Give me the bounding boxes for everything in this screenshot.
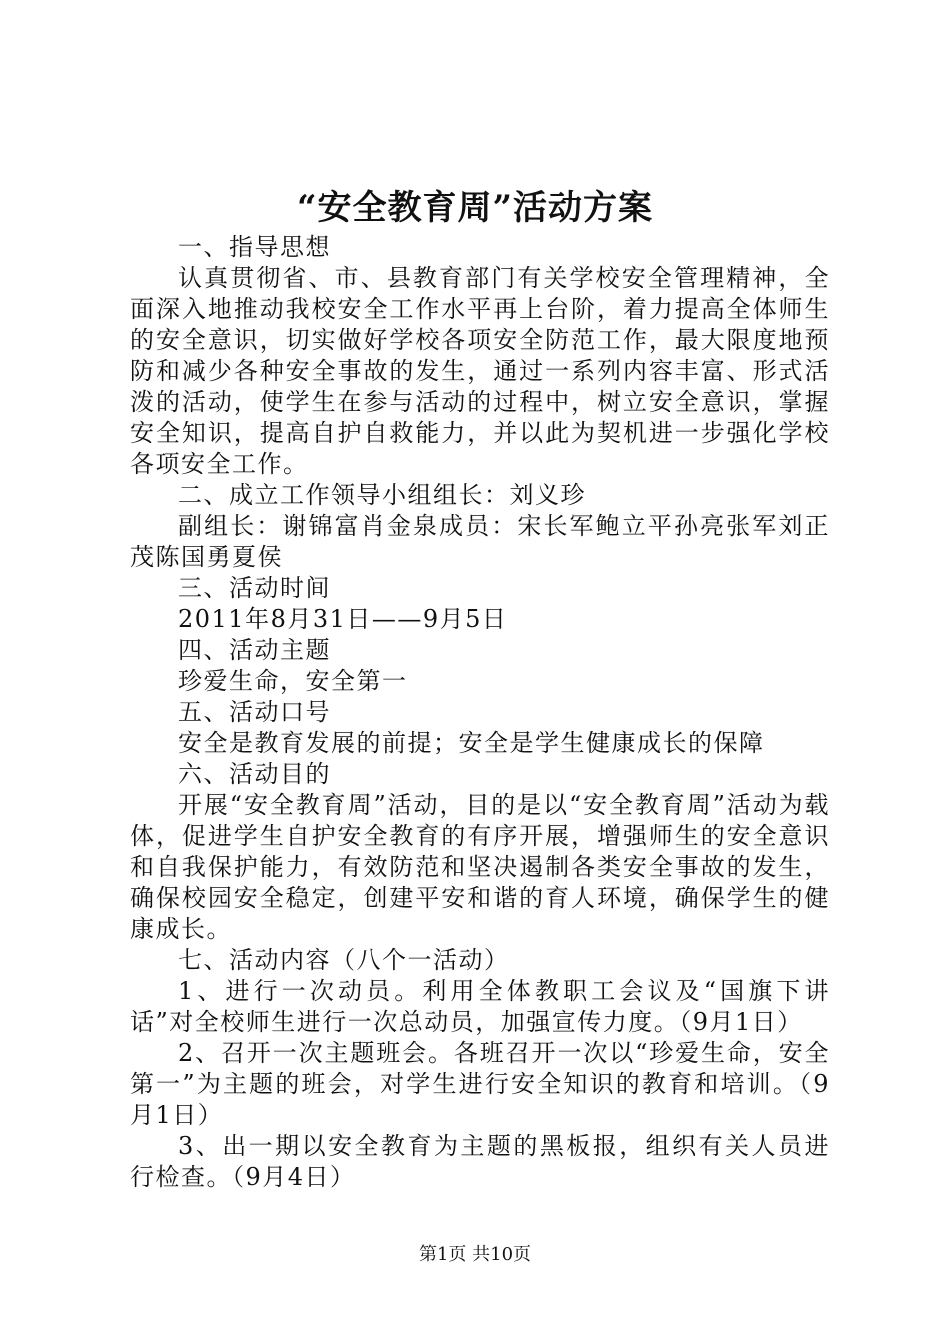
section-heading: 三、活动时间 [178, 574, 331, 602]
page-footer: 第1页 共10页 [418, 1244, 532, 1265]
paragraph: 认真贯彻省、市、县教育部门有关学校安全管理精神，全面深入地推动我校安全工作水平再上台阶，着力提高全体师生的安全意识，切实做好学校各项安全防范工作，最大限度地预防和减少各种安全事故的发生，通过一系列内容丰富、形式活泼的活动，使学生在参与活动的过程中，树立安全意识，掌握安全知识，提高自护自救能力，并以此为契机进一步强化学校各项安全工作。 [130, 264, 830, 478]
paragraph: 副组长：谢锦富肖金泉成员：宋长军鲍立平孙亮张军刘正茂陈国勇夏侯 [130, 512, 830, 571]
list-item: 3、出一期以安全教育为主题的黑板报，组织有关人员进行检查。（9月4日） [130, 1132, 830, 1191]
document-title: “安全教育周”活动方案 [296, 188, 654, 228]
list-item: 1、进行一次动员。利用全体教职工会议及“国旗下讲话”对全校师生进行一次总动员，加强宣传力度。（9月1日） [130, 977, 830, 1036]
paragraph: 安全是教育发展的前提；安全是学生健康成长的保障 [178, 729, 765, 757]
paragraph: 2011年8月31日——9月5日 [178, 605, 508, 633]
section-heading: 四、活动主题 [178, 636, 331, 664]
section-heading: 二、成立工作领导小组组长：刘义珍 [178, 481, 586, 509]
list-item: 2、召开一次主题班会。各班召开一次以“珍爱生命，安全第一”为主题的班会，对学生进行安全知识的教育和培训。（9月1日） [130, 1039, 830, 1129]
section-heading: 五、活动口号 [178, 698, 331, 726]
section-heading: 一、指导思想 [178, 233, 331, 261]
paragraph: 珍爱生命，安全第一 [178, 667, 408, 695]
section-heading: 七、活动内容（八个一活动） [178, 946, 510, 974]
document-body [130, 232, 830, 1193]
section-heading: 六、活动目的 [178, 760, 331, 788]
paragraph: 开展“安全教育周”活动，目的是以“安全教育周”活动为载体，促进学生自护安全教育的有序开展，增强师生的安全意识和自我保护能力，有效防范和坚决遏制各类安全事故的发生，确保校园安全稳定，创建平安和谐的育人环境，确保学生的健康成长。 [130, 791, 830, 943]
